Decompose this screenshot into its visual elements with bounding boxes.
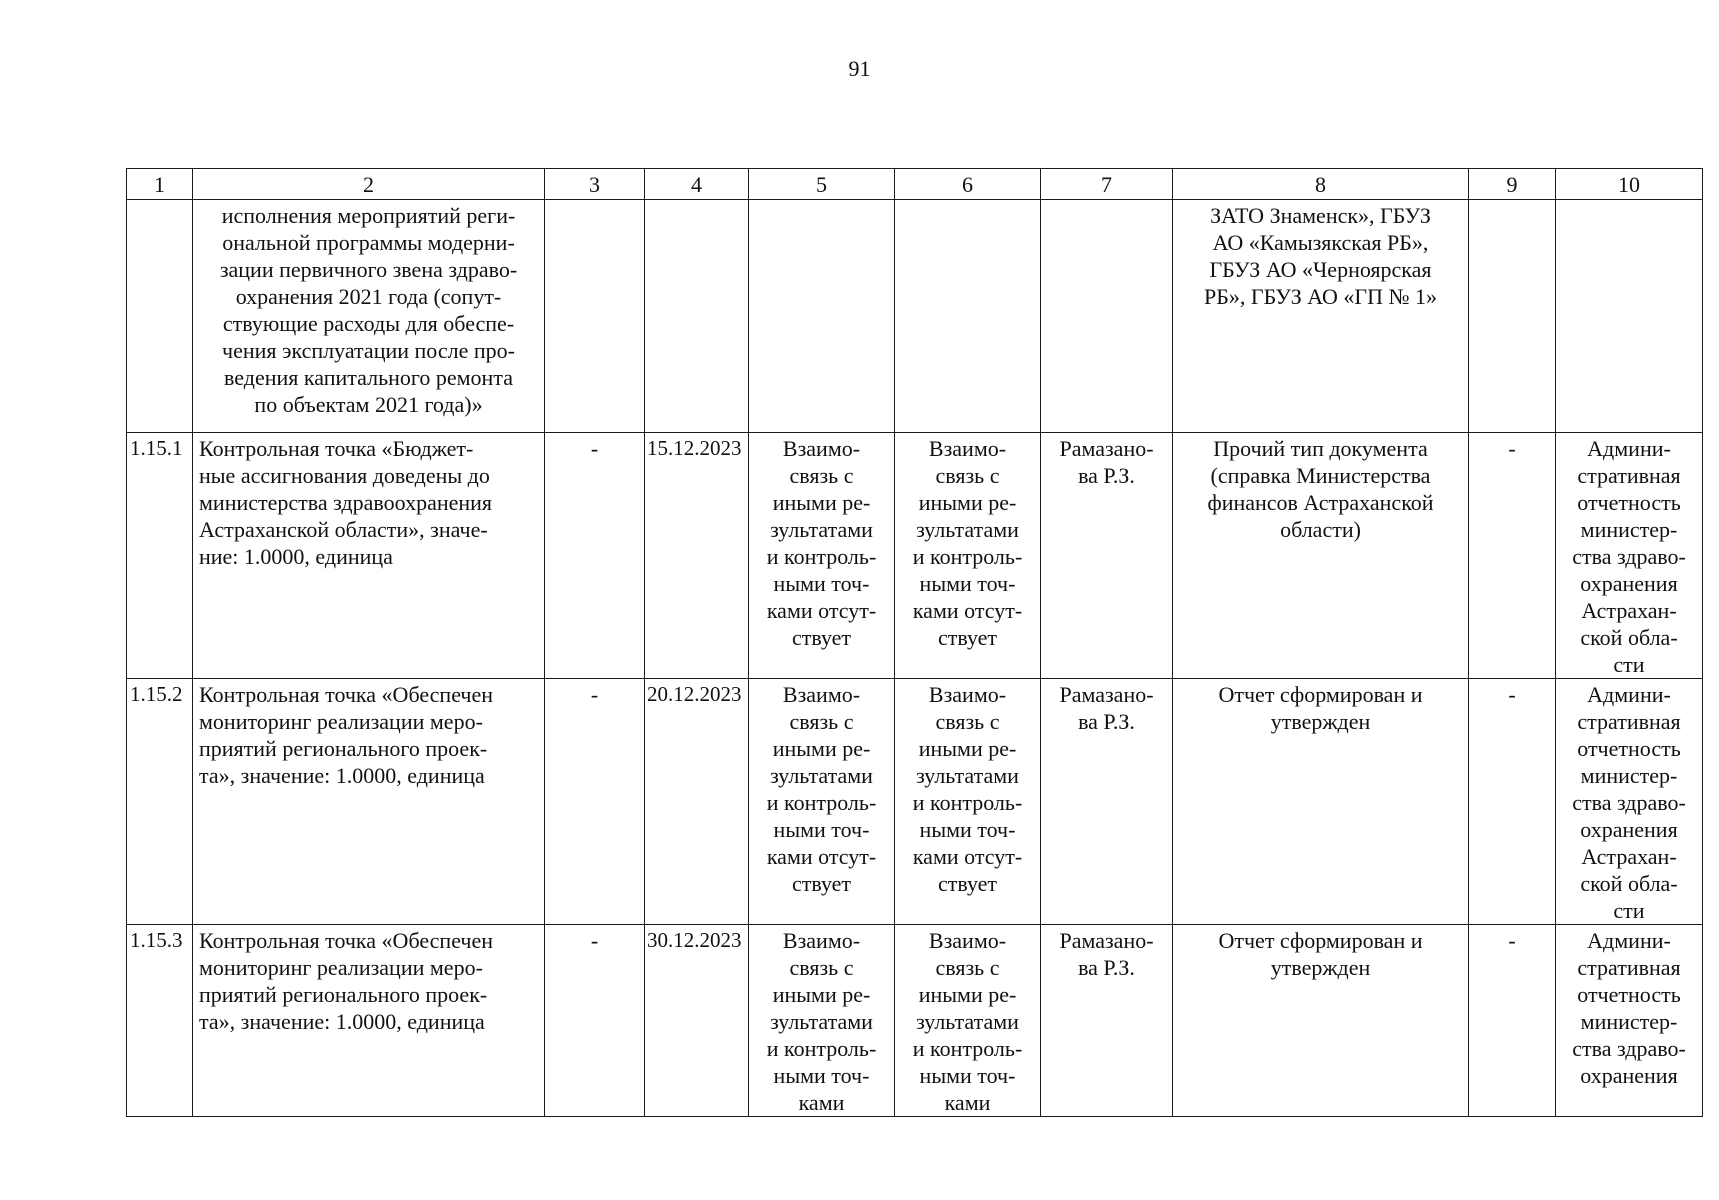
responsible-cell: Рамазано- ва Р.З. xyxy=(1041,925,1173,1117)
column-number: 3 xyxy=(545,169,645,200)
cell-col9: - xyxy=(1469,679,1556,925)
cell-col3: - xyxy=(545,679,645,925)
information-system-cell: Админи- стративная отчетность министер- ства здраво- охранения Астрахан- ской обла- сти xyxy=(1556,679,1703,925)
column-number: 4 xyxy=(645,169,749,200)
row-number-cell: 1.15.1 xyxy=(127,433,193,679)
responsible-cell: Рамазано- ва Р.З. xyxy=(1041,433,1173,679)
table-row xyxy=(127,679,1703,925)
cell-col3: - xyxy=(545,433,645,679)
responsible-cell: Рамазано- ва Р.З. xyxy=(1041,679,1173,925)
cell-col3: - xyxy=(545,925,645,1117)
table-header-row xyxy=(127,169,1703,200)
row-number-cell: 1.15.3 xyxy=(127,925,193,1117)
row-number-cell xyxy=(127,200,193,433)
document-type-cell: Прочий тип документа (справка Министерства финансов Астраханской области) xyxy=(1173,433,1469,679)
relation-cell xyxy=(895,200,1041,433)
information-system-cell: Админи- стративная отчетность министер- ства здраво- охранения Астрахан- ской обла- сти xyxy=(1556,433,1703,679)
description-cell: исполнения мероприятий реги- ональной программы модерни- зации первичного звена здраво- охранения 2021 года (сопут- ствующие расходы для обеспе- чения эксплуатации после про- ведения капитального ремонта по объектам 2021 года)» xyxy=(193,200,545,433)
relation-cell xyxy=(749,200,895,433)
page-number: 91 xyxy=(848,56,871,81)
column-number: 8 xyxy=(1173,169,1469,200)
description-cell: Контрольная точка «Бюджет- ные ассигнования доведены до министерства здравоохранения Астраханской области», значе- ние: 1.0000, единица xyxy=(193,433,545,679)
document-type-cell: ЗАТО Знаменск», ГБУЗ АО «Камызякская РБ», ГБУЗ АО «Черноярская РБ», ГБУЗ АО «ГП № 1» xyxy=(1173,200,1469,433)
relation-cell: Взаимо- связь с иными ре- зультатами и контроль- ными точ- ками отсут- ствует xyxy=(895,433,1041,679)
table-row xyxy=(127,433,1703,679)
row-number-cell: 1.15.2 xyxy=(127,679,193,925)
responsible-cell xyxy=(1041,200,1173,433)
date-cell xyxy=(645,200,749,433)
relation-cell: Взаимо- связь с иными ре- зультатами и контроль- ными точ- ками отсут- ствует xyxy=(749,679,895,925)
description-cell: Контрольная точка «Обеспечен мониторинг реализации меро- приятий регионального проек- та», значение: 1.0000, единица xyxy=(193,925,545,1117)
column-number: 7 xyxy=(1041,169,1173,200)
column-number: 6 xyxy=(895,169,1041,200)
cell-col3 xyxy=(545,200,645,433)
relation-cell: Взаимо- связь с иными ре- зультатами и контроль- ными точ- ками отсут- ствует xyxy=(895,679,1041,925)
table-row xyxy=(127,200,1703,433)
column-number: 10 xyxy=(1556,169,1703,200)
column-number: 9 xyxy=(1469,169,1556,200)
document-table xyxy=(126,168,1703,1117)
relation-cell: Взаимо- связь с иными ре- зультатами и контроль- ными точ- ками xyxy=(749,925,895,1117)
document-type-cell: Отчет сформирован и утвержден xyxy=(1173,925,1469,1117)
information-system-cell xyxy=(1556,200,1703,433)
cell-col9: - xyxy=(1469,925,1556,1117)
column-number: 2 xyxy=(193,169,545,200)
column-number: 5 xyxy=(749,169,895,200)
document-type-cell: Отчет сформирован и утвержден xyxy=(1173,679,1469,925)
date-cell: 20.12.2023 xyxy=(645,679,749,925)
table-row xyxy=(127,925,1703,1117)
relation-cell: Взаимо- связь с иными ре- зультатами и контроль- ными точ- ками xyxy=(895,925,1041,1117)
information-system-cell: Админи- стративная отчетность министер- ства здраво- охранения xyxy=(1556,925,1703,1117)
date-cell: 30.12.2023 xyxy=(645,925,749,1117)
description-cell: Контрольная точка «Обеспечен мониторинг реализации меро- приятий регионального проек- та», значение: 1.0000, единица xyxy=(193,679,545,925)
cell-col9 xyxy=(1469,200,1556,433)
date-cell: 15.12.2023 xyxy=(645,433,749,679)
relation-cell: Взаимо- связь с иными ре- зультатами и контроль- ными точ- ками отсут- ствует xyxy=(749,433,895,679)
column-number: 1 xyxy=(127,169,193,200)
cell-col9: - xyxy=(1469,433,1556,679)
